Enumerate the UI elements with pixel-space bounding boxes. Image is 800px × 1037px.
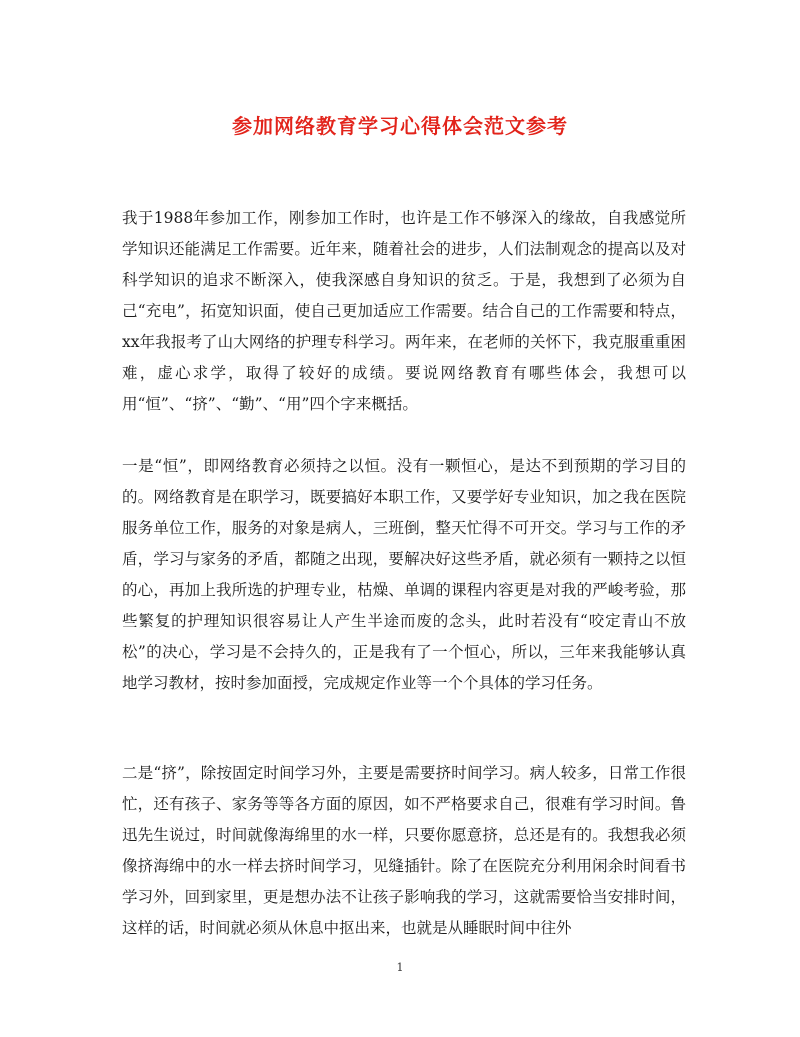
paragraph-1: 我于1988年参加工作，刚参加工作时，也许是工作不够深入的缘故，自我感觉所学知识还能满足工作需要。近年来，随着社会的进步，人们法制观念的提高以及对科学知识的追求不断深入，使我深感自身知识的贫乏。于是，我想到了必须为自己“充电”，拓宽知识面，使自己更加适应工作需要。结合自己的工作需要和特点，xx年我报考了山大网络的护理专科学习。两年来，在老师的关怀下，我克服重重困难，虚心求学，取得了较好的成绩。要说网络教育有哪些体会，我想可以用“恒”、“挤”、“勤”、“用”四个字来概括。 [122, 209, 686, 413]
paragraph-2: 一是“恒”，即网络教育必须持之以恒。没有一颗恒心，是达不到预期的学习目的的。网络教育是在职学习，既要搞好本职工作，又要学好专业知识，加之我在医院服务单位工作，服务的对象是病人，三班倒，整天忙得不可开交。学习与工作的矛盾，学习与家务的矛盾，都随之出现，要解决好这些矛盾，就必须有一颗持之以恒的心，再加上我所选的护理专业，枯燥、单调的课程内容更是对我的严峻考验，那些繁复的护理知识很容易让人产生半途而废的念头，此时若没有“咬定青山不放松”的决心，学习是不会持久的，正是我有了一个恒心，所以，三年来我能够认真地学习教材，按时参加面授，完成规定作业等一个个具体的学习任务。 [122, 457, 686, 692]
paragraph-3: 二是“挤”，除按固定时间学习外，主要是需要挤时间学习。病人较多，日常工作很忙，还有孩子、家务等等各方面的原因，如不严格要求自己，很难有学习时间。鲁迅先生说过，时间就像海绵里的水一样，只要你愿意挤，总还是有的。我想我必须像挤海绵中的水一样去挤时间学习，见缝插针。除了在医院充分利用闲余时间看书学习外，回到家里，更是想办法不让孩子影响我的学习，这就需要恰当安排时间，这样的话，时间就必须从休息中抠出来，也就是从睡眠时间中往外 [122, 764, 686, 937]
page-number: 1 [396, 961, 404, 974]
document-title: 参加网络教育学习心得体会范文参考 [232, 114, 568, 138]
